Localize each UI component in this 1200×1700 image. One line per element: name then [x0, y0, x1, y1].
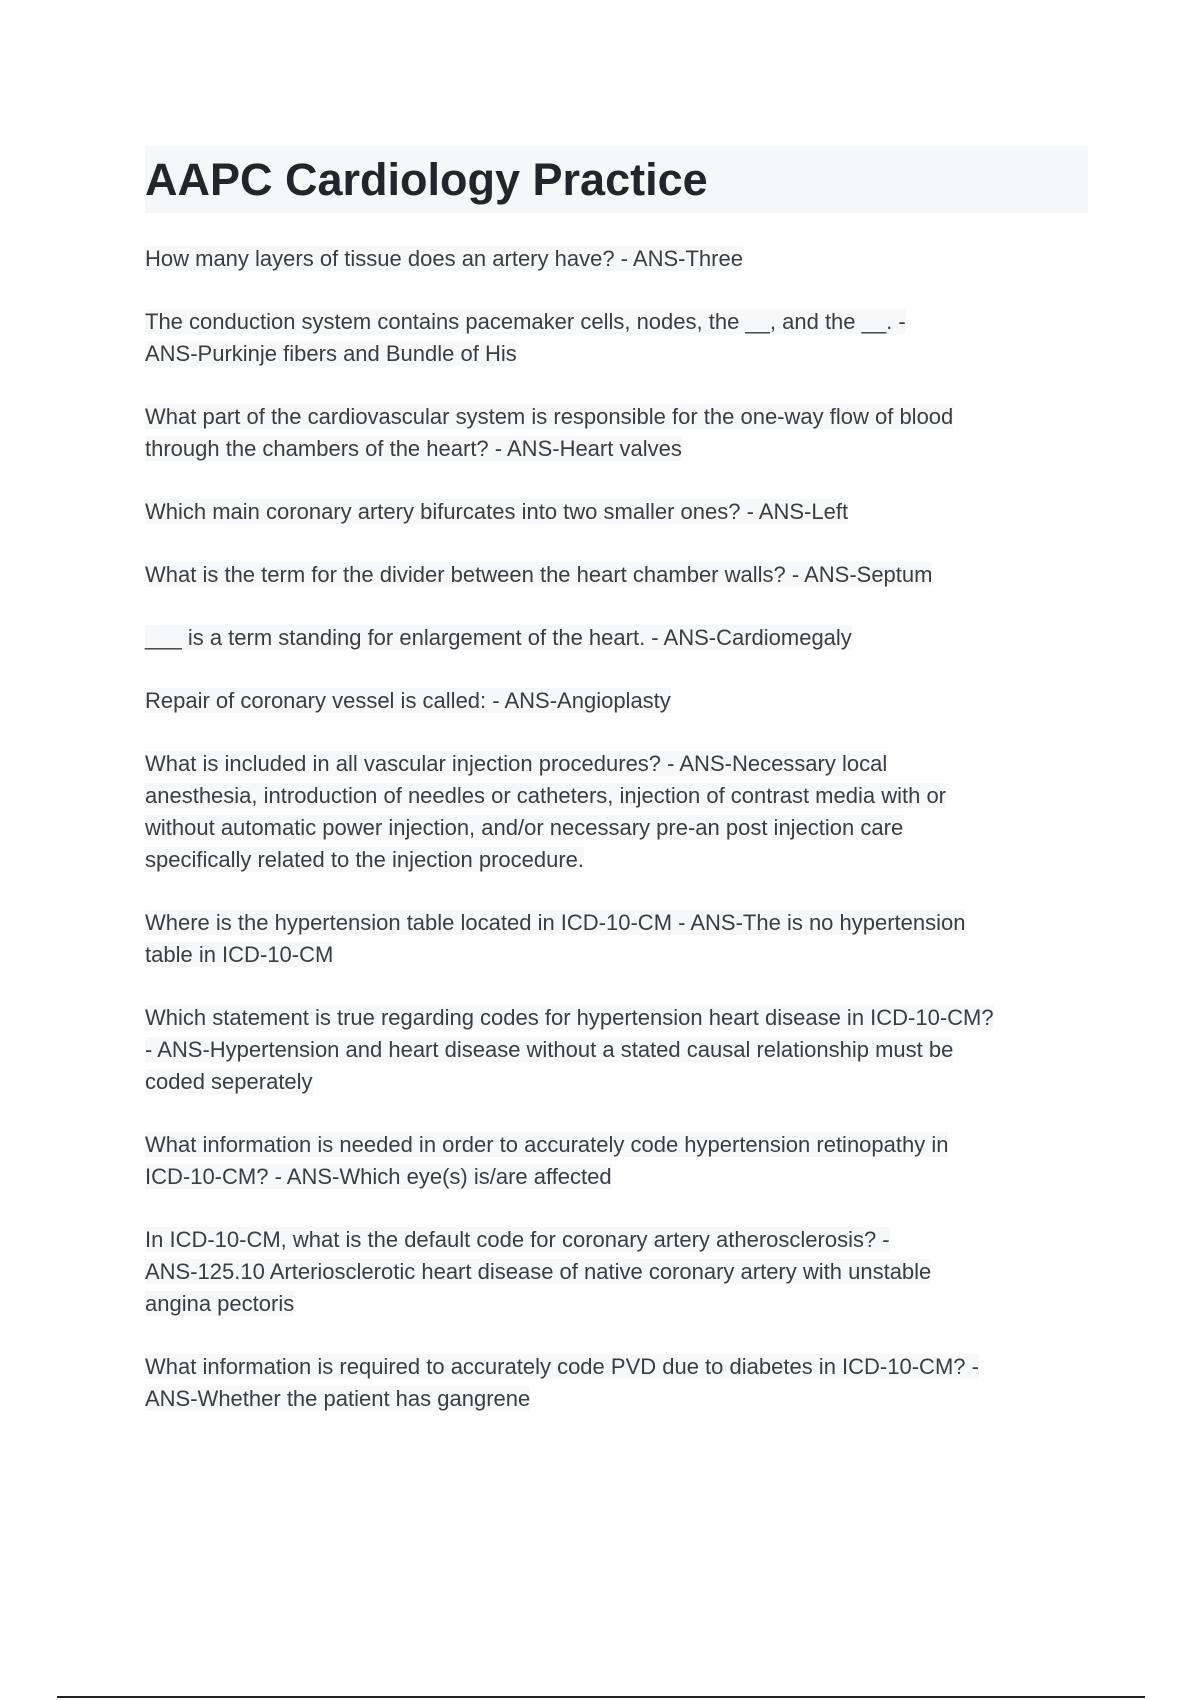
qa-list	[145, 243, 1105, 1446]
qa-text: In ICD-10-CM, what is the default code for coronary artery atherosclerosis? -	[145, 1227, 890, 1252]
qa-line	[145, 496, 1105, 528]
qa-line	[145, 939, 1105, 971]
qa-line	[145, 780, 1105, 812]
qa-line	[145, 1224, 1105, 1256]
qa-item	[145, 907, 1105, 971]
qa-text: ANS-Whether the patient has gangrene	[145, 1386, 531, 1411]
qa-line	[145, 622, 1105, 654]
qa-item	[145, 401, 1105, 465]
qa-text: What is the term for the divider between the heart chamber walls? - ANS-Septum	[145, 562, 933, 587]
qa-item	[145, 685, 1105, 717]
qa-line	[145, 907, 1105, 939]
qa-text: coded seperately	[145, 1069, 313, 1094]
footer-divider	[57, 1696, 1145, 1698]
qa-text: How many layers of tissue does an artery have? - ANS-Three	[145, 246, 743, 271]
qa-text: - ANS-Hypertension and heart disease without a stated causal relationship must be	[145, 1037, 954, 1062]
qa-line	[145, 243, 1105, 275]
qa-text: What part of the cardiovascular system is responsible for the one-way flow of blood	[145, 404, 954, 429]
qa-line	[145, 844, 1105, 876]
qa-line	[145, 1256, 1105, 1288]
qa-item	[145, 559, 1105, 591]
qa-item	[145, 1224, 1105, 1320]
qa-line	[145, 1002, 1105, 1034]
qa-text: What information is needed in order to accurately code hypertension retinopathy in	[145, 1132, 949, 1157]
qa-text: table in ICD-10-CM	[145, 942, 334, 967]
qa-line	[145, 812, 1105, 844]
qa-item	[145, 306, 1105, 370]
qa-text: What is included in all vascular injection procedures? - ANS-Necessary local	[145, 751, 888, 776]
qa-line	[145, 401, 1105, 433]
qa-text: Where is the hypertension table located in ICD-10-CM - ANS-The is no hypertension	[145, 910, 966, 935]
qa-line	[145, 1351, 1105, 1383]
qa-text: Repair of coronary vessel is called: - ANS-Angioplasty	[145, 688, 671, 713]
qa-text: Which statement is true regarding codes for hypertension heart disease in ICD-10-CM?	[145, 1005, 994, 1030]
qa-line	[145, 1288, 1105, 1320]
qa-item	[145, 243, 1105, 275]
qa-line	[145, 1034, 1105, 1066]
qa-line	[145, 306, 1105, 338]
qa-text: ICD-10-CM? - ANS-Which eye(s) is/are affected	[145, 1164, 612, 1189]
qa-text: What information is required to accurately code PVD due to diabetes in ICD-10-CM? -	[145, 1354, 979, 1379]
qa-text: specifically related to the injection procedure.	[145, 847, 585, 872]
qa-text: angina pectoris	[145, 1291, 295, 1316]
qa-line	[145, 1161, 1105, 1193]
qa-text: Which main coronary artery bifurcates into two smaller ones? - ANS-Left	[145, 499, 849, 524]
qa-text: anesthesia, introduction of needles or catheters, injection of contrast media with or	[145, 783, 947, 808]
qa-line	[145, 559, 1105, 591]
qa-line	[145, 433, 1105, 465]
qa-text: ANS-125.10 Arteriosclerotic heart disease of native coronary artery with unstable	[145, 1259, 932, 1284]
qa-item	[145, 622, 1105, 654]
qa-text: without automatic power injection, and/or necessary pre-an post injection care	[145, 815, 904, 840]
qa-text: through the chambers of the heart? - ANS-Heart valves	[145, 436, 682, 461]
qa-item	[145, 748, 1105, 876]
page-title: AAPC Cardiology Practice	[145, 154, 708, 205]
qa-line	[145, 748, 1105, 780]
qa-text: The conduction system contains pacemaker cells, nodes, the __, and the __. -	[145, 309, 906, 334]
qa-line	[145, 338, 1105, 370]
qa-item	[145, 1002, 1105, 1098]
qa-line	[145, 1066, 1105, 1098]
qa-line	[145, 1129, 1105, 1161]
qa-item	[145, 1351, 1105, 1415]
qa-item	[145, 1129, 1105, 1193]
qa-item	[145, 496, 1105, 528]
qa-text: ANS-Purkinje fibers and Bundle of His	[145, 341, 517, 366]
qa-line	[145, 1383, 1105, 1415]
qa-text: ___ is a term standing for enlargement of the heart. - ANS-Cardiomegaly	[145, 625, 852, 650]
qa-line	[145, 685, 1105, 717]
